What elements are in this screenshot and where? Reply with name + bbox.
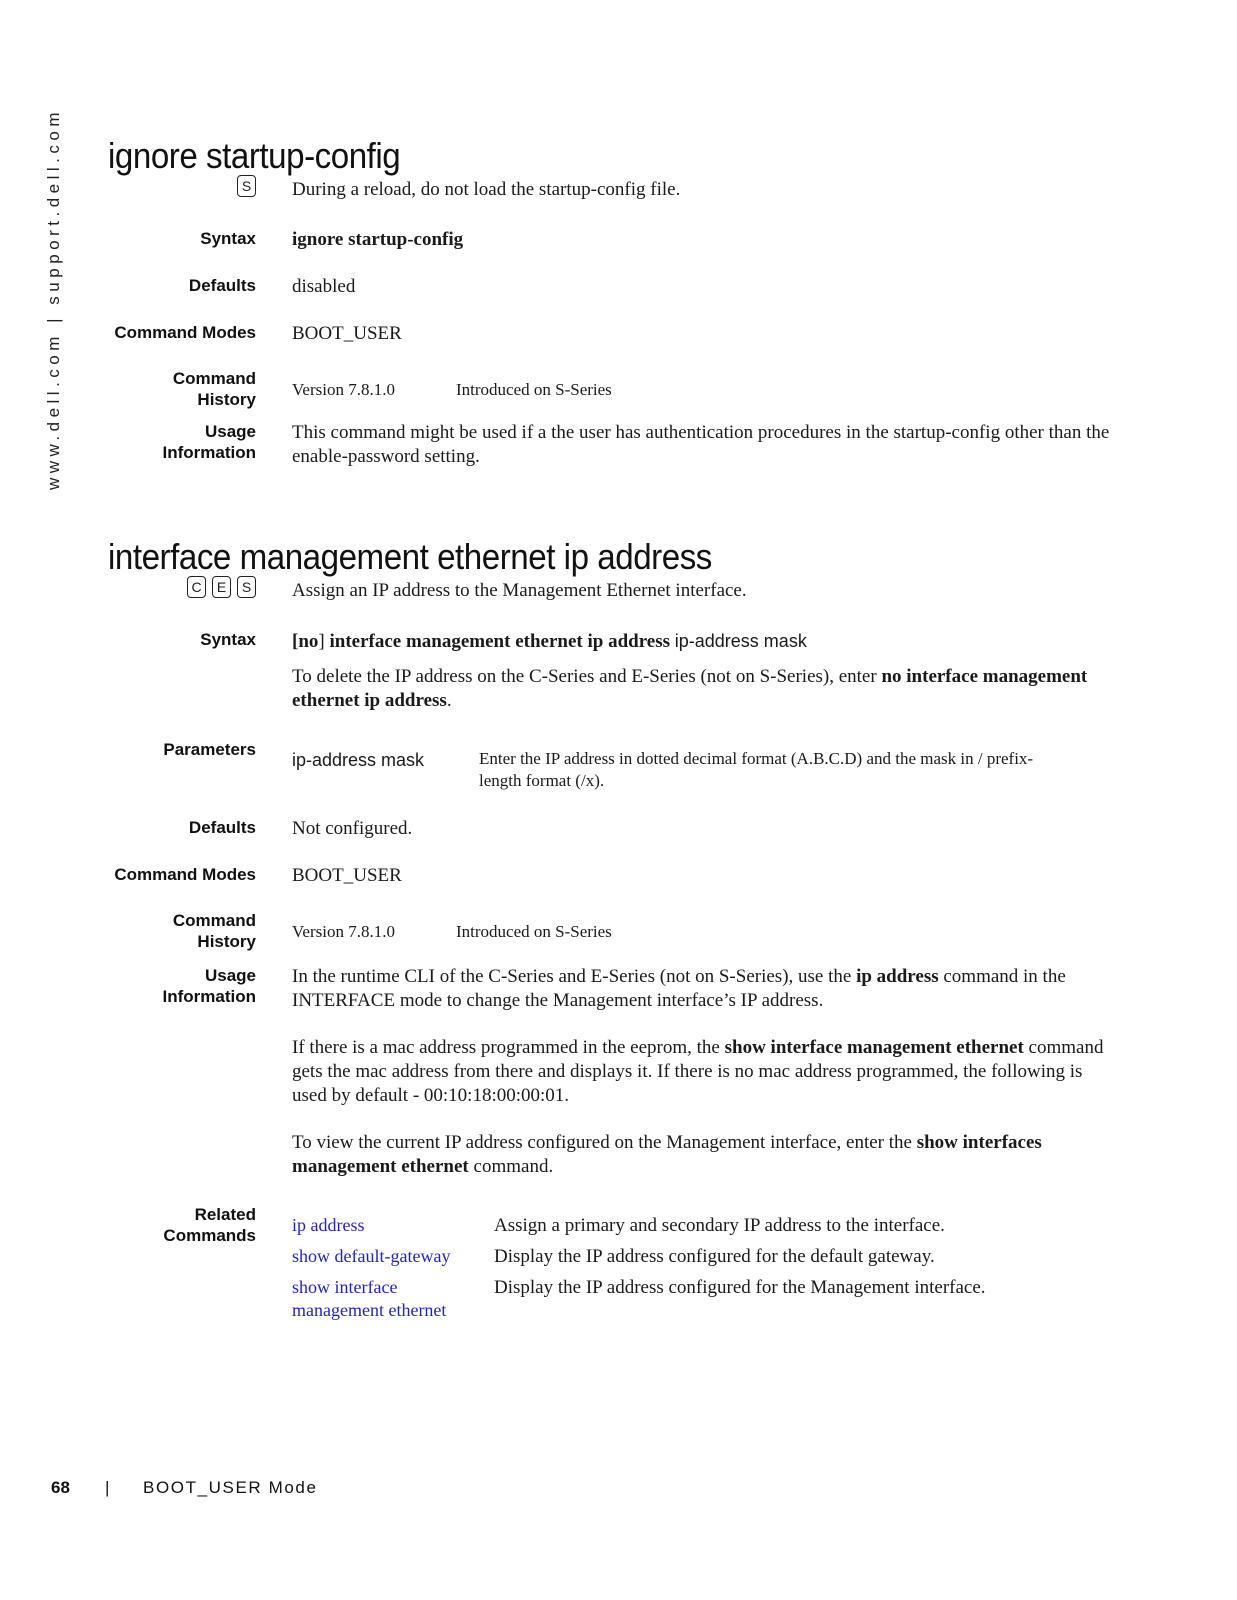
defaults-value: Not configured. xyxy=(292,818,413,839)
related-command-item xyxy=(292,1276,1118,1322)
platform-badge-e: E xyxy=(212,576,231,598)
history-text: Introduced on S-Series xyxy=(456,922,612,941)
command-modes-value: BOOT_USER xyxy=(292,323,402,344)
related-command-desc: Display the IP address configured for the Management interface. xyxy=(494,1277,986,1298)
related-command-link[interactable]: show interface management ethernet xyxy=(292,1277,447,1320)
usage-paragraph: In the runtime CLI of the C-Series and E-Series (not on S-Series), use the ip address command in the INTERFACE mode to change the Management interface’s IP address. xyxy=(292,966,1066,1011)
defaults-label: Defaults xyxy=(188,276,256,295)
command-history-row xyxy=(108,368,1118,409)
history-table xyxy=(292,368,1118,400)
syntax-row xyxy=(108,629,1118,654)
command-modes-row xyxy=(108,864,1118,888)
parameters-row xyxy=(108,739,1118,792)
usage-text xyxy=(292,965,1118,1179)
parameter-item xyxy=(292,739,1118,792)
related-commands-row xyxy=(108,1204,1118,1322)
history-text: Introduced on S-Series xyxy=(456,380,612,399)
command-section-ignore-startup-config xyxy=(108,136,1118,469)
syntax-note-row xyxy=(108,665,1118,713)
related-command-item xyxy=(292,1245,1118,1269)
related-commands-list xyxy=(292,1204,1118,1322)
usage-paragraph: If there is a mac address programmed in the eeprom, the show interface management ethernet command gets the mac address from there and displays it. If there is no mac address programmed, the following is used by default - 00:10:18:00:00:01. xyxy=(292,1037,1104,1106)
parameters-label: Parameters xyxy=(163,740,256,759)
history-table xyxy=(292,910,1118,942)
command-title: ignore startup-config xyxy=(108,135,401,176)
defaults-label: Defaults xyxy=(188,818,256,837)
related-command-link[interactable]: show default-gateway xyxy=(292,1246,451,1266)
syntax-command: [no] interface management ethernet ip address ip-address mask xyxy=(292,631,807,652)
defaults-row xyxy=(108,275,1118,299)
command-history-row xyxy=(108,910,1118,951)
command-modes-label: Command Modes xyxy=(114,323,256,342)
syntax-args: ip-address mask xyxy=(674,631,807,651)
parameter-name: ip-address mask xyxy=(292,750,425,770)
syntax-row xyxy=(108,228,1118,252)
usage-label: Usage Information xyxy=(162,422,256,462)
command-section-interface-management-ethernet-ip-address xyxy=(108,537,1118,1322)
command-modes-row xyxy=(108,322,1118,346)
command-history-label: Command History xyxy=(172,911,256,951)
syntax-label: Syntax xyxy=(200,630,256,649)
usage-label: Usage Information xyxy=(162,966,256,1006)
sidebar-url: www.dell.com | support.dell.com xyxy=(44,107,63,490)
command-description: During a reload, do not load the startup-config file. xyxy=(292,179,681,200)
command-modes-label: Command Modes xyxy=(114,865,256,884)
command-description: Assign an IP address to the Management Ethernet interface. xyxy=(292,580,747,601)
footer-chapter-title: BOOT_USER Mode xyxy=(143,1478,318,1497)
platform-badges xyxy=(108,175,256,197)
command-modes-value: BOOT_USER xyxy=(292,865,402,886)
description-row xyxy=(108,178,1118,202)
description-row xyxy=(108,579,1118,603)
usage-paragraph: To view the current IP address configured on the Management interface, enter the show interfaces management ethernet command. xyxy=(292,1132,1042,1177)
platform-badge-s: S xyxy=(237,175,256,197)
page-number: 68 xyxy=(51,1478,70,1497)
platform-badges xyxy=(108,576,256,598)
related-command-desc: Assign a primary and secondary IP address to the interface. xyxy=(494,1215,945,1236)
usage-row xyxy=(108,421,1118,469)
footer-separator: | xyxy=(105,1478,110,1497)
command-title: interface management ethernet ip address xyxy=(108,536,712,577)
history-version: Version 7.8.1.0 xyxy=(292,922,395,941)
platform-badge-c: C xyxy=(187,576,206,598)
platform-badge-s: S xyxy=(237,576,256,598)
related-command-desc: Display the IP address configured for the default gateway. xyxy=(494,1246,935,1267)
command-history-label: Command History xyxy=(172,369,256,409)
related-command-link[interactable]: ip address xyxy=(292,1215,365,1235)
syntax-note: To delete the IP address on the C-Series and E-Series (not on S-Series), enter no interface management ethernet ip address. xyxy=(292,666,1088,711)
defaults-value: disabled xyxy=(292,276,356,297)
related-command-item xyxy=(292,1214,1118,1238)
usage-text: This command might be used if a the user has authentication procedures in the startup-config other than the enable-password setting. xyxy=(292,422,1110,467)
syntax-label: Syntax xyxy=(200,229,256,248)
defaults-row xyxy=(108,817,1118,841)
syntax-command: ignore startup-config xyxy=(292,229,464,250)
parameter-desc: Enter the IP address in dotted decimal format (A.B.C.D) and the mask in / prefix-length format (/x). xyxy=(479,749,1034,790)
usage-row xyxy=(108,965,1118,1179)
history-version: Version 7.8.1.0 xyxy=(292,380,395,399)
related-commands-label: Related Commands xyxy=(163,1205,256,1245)
